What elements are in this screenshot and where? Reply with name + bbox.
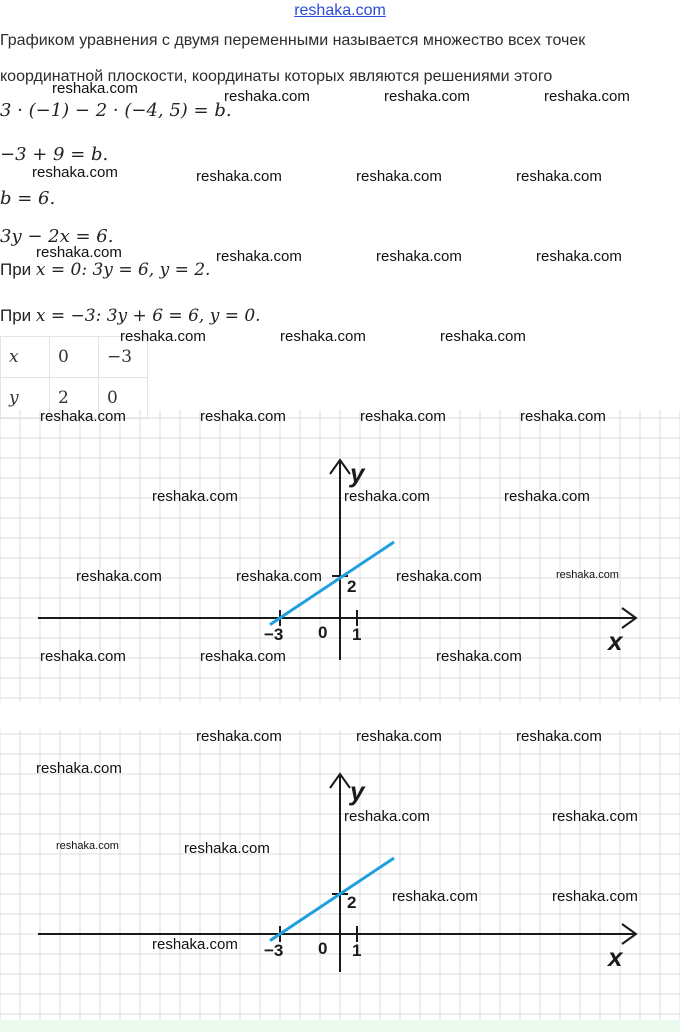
table-cell: 2	[50, 378, 99, 419]
tick-label-1: 1	[352, 941, 362, 960]
case-1-prefix: При	[0, 260, 36, 279]
intro-line-2: координатной плоскости, координаты которых являются решениями этого	[0, 68, 553, 85]
case-1-expr: x = 0: 3y = 6, y = 2.	[35, 260, 211, 280]
watermark: reshaka.com	[196, 168, 282, 185]
equation-1: 3 · (−1) − 2 · (−4, 5) = b.	[0, 100, 232, 121]
watermark: reshaka.com	[440, 328, 526, 345]
bottom-strip	[0, 1020, 680, 1032]
tick-label-2: 2	[347, 893, 357, 912]
watermark: reshaka.com	[76, 568, 162, 585]
function-line	[270, 858, 394, 941]
axis-label-x: x	[608, 626, 623, 656]
watermark: reshaka.com	[556, 569, 619, 581]
origin-label: 0	[318, 939, 328, 958]
watermark: reshaka.com	[504, 488, 590, 505]
watermark: reshaka.com	[544, 88, 630, 105]
watermark: reshaka.com	[120, 328, 206, 345]
watermark: reshaka.com	[344, 808, 430, 825]
watermark: reshaka.com	[392, 888, 478, 905]
case-2	[0, 306, 261, 326]
watermark: reshaka.com	[216, 248, 302, 265]
watermark: reshaka.com	[152, 488, 238, 505]
watermark: reshaka.com	[384, 88, 470, 105]
tick-label-1: 1	[352, 625, 362, 644]
tick-label-neg3: −3	[264, 941, 284, 960]
tick-label-2: 2	[347, 577, 357, 596]
watermark: reshaka.com	[224, 88, 310, 105]
watermark: reshaka.com	[40, 648, 126, 665]
table-cell: x	[1, 337, 50, 378]
watermark: reshaka.com	[516, 168, 602, 185]
watermark: reshaka.com	[356, 168, 442, 185]
watermark: reshaka.com	[32, 164, 118, 181]
axis-label-x: x	[608, 942, 623, 972]
watermark: reshaka.com	[196, 728, 282, 745]
watermark: reshaka.com	[280, 328, 366, 345]
watermark: reshaka.com	[376, 248, 462, 265]
watermark: reshaka.com	[36, 244, 122, 261]
table-cell: −3	[99, 337, 148, 378]
watermark: reshaka.com	[36, 760, 122, 777]
watermark: reshaka.com	[56, 840, 119, 852]
tick-label-neg3: −3	[264, 625, 284, 644]
axis-label-y: y	[350, 458, 365, 488]
watermark: reshaka.com	[520, 408, 606, 425]
case-1	[0, 260, 210, 280]
site-link[interactable]: reshaka.com	[294, 2, 386, 19]
watermark: reshaka.com	[236, 568, 322, 585]
watermark: reshaka.com	[396, 568, 482, 585]
intro-line-1: Графиком уравнения с двумя переменными называется множество всех точек	[0, 32, 586, 49]
watermark: reshaka.com	[184, 840, 270, 857]
case-2-expr: x = −3: 3y + 6 = 6, y = 0.	[35, 306, 261, 326]
watermark: reshaka.com	[360, 408, 446, 425]
watermark: reshaka.com	[436, 648, 522, 665]
origin-label: 0	[318, 623, 328, 642]
case-2-prefix: При	[0, 306, 36, 325]
table-cell: 0	[50, 337, 99, 378]
watermark: reshaka.com	[152, 936, 238, 953]
axis-label-y: y	[350, 776, 365, 806]
watermark: reshaka.com	[40, 408, 126, 425]
table-cell: y	[1, 378, 50, 419]
watermark: reshaka.com	[552, 888, 638, 905]
watermark: reshaka.com	[356, 728, 442, 745]
value-table	[0, 336, 148, 419]
watermark: reshaka.com	[52, 80, 138, 97]
watermark: reshaka.com	[200, 648, 286, 665]
watermark: reshaka.com	[200, 408, 286, 425]
watermark: reshaka.com	[536, 248, 622, 265]
watermark: reshaka.com	[344, 488, 430, 505]
equation-3: b = 6.	[0, 188, 56, 209]
watermark: reshaka.com	[552, 808, 638, 825]
equation-4: 3y − 2x = 6.	[0, 226, 114, 247]
table-cell: 0	[99, 378, 148, 419]
watermark: reshaka.com	[516, 728, 602, 745]
equation-2: −3 + 9 = b.	[0, 144, 109, 165]
